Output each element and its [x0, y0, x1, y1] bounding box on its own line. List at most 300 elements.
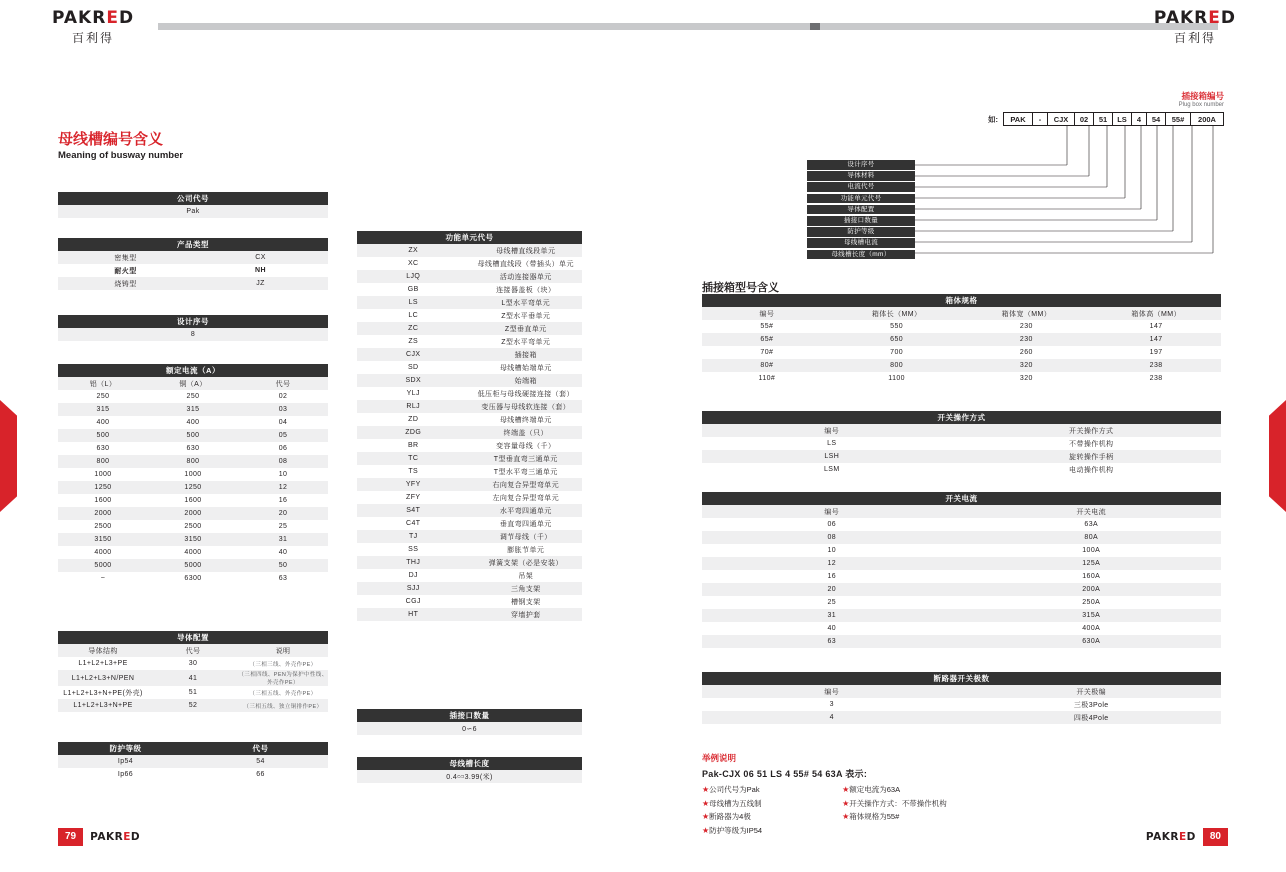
- page-subtitle-en: Meaning of busway number: [58, 150, 184, 161]
- table-header: 母线槽长度: [357, 757, 582, 770]
- table-row: [702, 320, 1221, 333]
- table-cell: LS: [702, 437, 962, 450]
- table-row: [58, 533, 328, 546]
- table-row: [357, 335, 582, 348]
- table-cell: 160A: [962, 570, 1222, 583]
- table-row: [357, 608, 582, 621]
- table-cell: 槽钢支架: [470, 595, 583, 608]
- table-cell: 41: [148, 670, 238, 686]
- table-row: [357, 361, 582, 374]
- table-cell: 65#: [702, 333, 832, 346]
- table-row: [702, 583, 1221, 596]
- code-cell-10: 200A: [1190, 112, 1224, 126]
- table-row: [58, 546, 328, 559]
- code-cell-0: 如:: [982, 112, 1004, 126]
- table-row: [58, 390, 328, 403]
- column-header: 编号: [702, 424, 962, 437]
- table-cell: L型水平弯单元: [470, 296, 583, 309]
- table-cell: 2000: [58, 507, 148, 520]
- table-cell: 20: [702, 583, 962, 596]
- table-cell: 40: [238, 546, 328, 559]
- example-bullet: ★开关操作方式：不带操作机构: [842, 798, 947, 808]
- table-cell: 母线槽始端单元: [470, 361, 583, 374]
- code-cell-9: 55#: [1165, 112, 1191, 126]
- table-cell: 63A: [962, 518, 1222, 531]
- table-row: [357, 257, 582, 270]
- table-cell: C4T: [357, 517, 470, 530]
- table-row: [58, 755, 328, 768]
- table-header: 开关操作方式: [702, 411, 1221, 424]
- code-cell-7: 4: [1131, 112, 1147, 126]
- plugbox-label-en: Plug box number: [1178, 102, 1224, 108]
- table-header: 开关电流: [702, 492, 1221, 505]
- table-row: [702, 698, 1221, 711]
- plugbox-label-cn: 插接箱编号: [1181, 91, 1224, 101]
- table-cell: NH: [193, 264, 328, 277]
- table-cell: T型垂直弯三通单元: [470, 452, 583, 465]
- table-cell: 147: [1091, 333, 1221, 346]
- table-cell: 320: [962, 359, 1092, 372]
- table-cell: 230: [962, 320, 1092, 333]
- table-row: [357, 296, 582, 309]
- table-cell: 250A: [962, 596, 1222, 609]
- table-cell: LC: [357, 309, 470, 322]
- table-cell: 插接箱: [470, 348, 583, 361]
- table-cell: TS: [357, 465, 470, 478]
- code-cell-4: 02: [1074, 112, 1094, 126]
- table-cell: 3150: [58, 533, 148, 546]
- table-cell: 400A: [962, 622, 1222, 635]
- column-header: 箱体宽（MM）: [962, 307, 1092, 320]
- table-cell: 4000: [58, 546, 148, 559]
- table-cell: 800: [58, 455, 148, 468]
- table-cell: 315A: [962, 609, 1222, 622]
- star-icon: ★: [842, 798, 850, 808]
- table-cell: 110#: [702, 372, 832, 385]
- table-header: 产品类型: [58, 238, 328, 251]
- table-cell: 08: [238, 455, 328, 468]
- table-cell: 250: [58, 390, 148, 403]
- table-cell: 197: [1091, 346, 1221, 359]
- table-cell: 12: [238, 481, 328, 494]
- table-cell: Z型水平弯单元: [470, 335, 583, 348]
- table-cell: LSH: [702, 450, 962, 463]
- table-cell: TJ: [357, 530, 470, 543]
- table-cell: （三相三线、外壳作PE）: [238, 657, 328, 670]
- table-cell: 400: [148, 416, 238, 429]
- table-cell: BR: [357, 439, 470, 452]
- table-cell: 6300: [148, 572, 238, 585]
- code-cell-1: PAK: [1003, 112, 1033, 126]
- column-header: 铝（L）: [58, 377, 148, 390]
- table-header: 防护等级: [58, 742, 193, 755]
- table-cell: 4000: [148, 546, 238, 559]
- table-row: [702, 450, 1221, 463]
- table-row: [58, 657, 328, 670]
- table-cell: 40: [702, 622, 962, 635]
- table-product-type: [58, 238, 328, 290]
- table-cell: 25: [238, 520, 328, 533]
- table-cell: （三相五线、独立铜排作PE）: [238, 699, 328, 712]
- table-cell: 1600: [148, 494, 238, 507]
- legend-item-0: 设计序号: [807, 160, 915, 170]
- example-bullet: ★箱体规格为55#: [842, 812, 900, 821]
- table-cell: ZD: [357, 413, 470, 426]
- column-header: 开关电流: [962, 505, 1222, 518]
- table-cell: 1000: [58, 468, 148, 481]
- code-cell-8: 54: [1146, 112, 1166, 126]
- example-bullet: ★公司代号为Pak: [702, 785, 760, 794]
- table-cell: 膨胀节单元: [470, 543, 583, 556]
- table-cell: SDX: [357, 374, 470, 387]
- table-row: [357, 413, 582, 426]
- table-cell: ZFY: [357, 491, 470, 504]
- table-header: 插接口数量: [357, 709, 582, 722]
- table-row: [357, 452, 582, 465]
- table-switch-current: [702, 492, 1221, 648]
- table-cell: 25: [702, 596, 962, 609]
- table-row: [58, 572, 328, 585]
- table-cell: 700: [832, 346, 962, 359]
- table-row: [702, 544, 1221, 557]
- table-cell: THJ: [357, 556, 470, 569]
- star-icon: ★: [702, 798, 710, 808]
- code-cell-5: 51: [1093, 112, 1113, 126]
- table-row: [58, 699, 328, 712]
- table-cell: 1600: [58, 494, 148, 507]
- example-title: 举例说明: [702, 753, 737, 763]
- table-cell: ZS: [357, 335, 470, 348]
- table-cell: 三极3Pole: [962, 698, 1222, 711]
- table-cell: 238: [1091, 372, 1221, 385]
- table-cell: 1250: [58, 481, 148, 494]
- table-row: [58, 442, 328, 455]
- table-cell: 51: [148, 686, 238, 699]
- table-cell: 630A: [962, 635, 1222, 648]
- table-row: [357, 491, 582, 504]
- table-cell: 终端盖（只）: [470, 426, 583, 439]
- logo-chinese-name: 百利得: [72, 31, 115, 45]
- column-header: 代号: [148, 644, 238, 657]
- table-cell: 调节母线（千）: [470, 530, 583, 543]
- table-row: [702, 372, 1221, 385]
- table-row: [58, 520, 328, 533]
- legend-item-8: 母线槽长度（mm）: [807, 250, 915, 260]
- column-header: 说明: [238, 644, 328, 657]
- table-row: [357, 543, 582, 556]
- table-row: [357, 348, 582, 361]
- table-cell: 550: [832, 320, 962, 333]
- table-cell: 3150: [148, 533, 238, 546]
- table-cell: 52: [148, 699, 238, 712]
- table-row: [702, 622, 1221, 635]
- table-cell: 30: [148, 657, 238, 670]
- footer-left: [58, 828, 147, 846]
- side-tab-right: [1269, 400, 1286, 512]
- logo-wordmark: PAKRED: [52, 8, 135, 28]
- page-header: [0, 0, 1286, 56]
- table-cell: L1+L2+L3+N+PE: [58, 699, 148, 712]
- table-cell: 63: [238, 572, 328, 585]
- example-bullet-list: [702, 783, 1202, 837]
- table-cell: SS: [357, 543, 470, 556]
- column-header: 开关操作方式: [962, 424, 1222, 437]
- table-cell: 吊架: [470, 569, 583, 582]
- table-cell: 0.4∽3.99(米): [357, 770, 582, 783]
- table-cell: 母线槽直线段（带插头）单元: [470, 257, 583, 270]
- code-cell-6: LS: [1112, 112, 1132, 126]
- table-cell: 三角支架: [470, 582, 583, 595]
- example-bullet: ★母线槽为五线制: [702, 798, 762, 808]
- table-company-code: [58, 192, 328, 218]
- column-header: 开关极编: [962, 685, 1222, 698]
- table-row: [702, 635, 1221, 648]
- table-cell: 12: [702, 557, 962, 570]
- table-cell: 1000: [148, 468, 238, 481]
- table-row: [357, 582, 582, 595]
- footer-logo-right: PAKRED: [1145, 831, 1196, 843]
- table-cell: 母线槽终端单元: [470, 413, 583, 426]
- table-cell: YLJ: [357, 387, 470, 400]
- table-row: [357, 478, 582, 491]
- table-cell: Z型垂直单元: [470, 322, 583, 335]
- table-cell: S4T: [357, 504, 470, 517]
- table-row: [357, 387, 582, 400]
- table-cell: CX: [193, 251, 328, 264]
- table-row: [58, 494, 328, 507]
- table-cell: 始端箱: [470, 374, 583, 387]
- table-row: [702, 609, 1221, 622]
- table-cell: 旋转操作手柄: [962, 450, 1222, 463]
- table-cell: 5000: [148, 559, 238, 572]
- table-cell: 125A: [962, 557, 1222, 570]
- table-cell: 650: [832, 333, 962, 346]
- table-cell: 电动操作机构: [962, 463, 1222, 476]
- table-cell: 08: [702, 531, 962, 544]
- logo-top-left: [52, 8, 134, 46]
- legend-item-6: 防护等级: [807, 227, 915, 237]
- table-row: [357, 322, 582, 335]
- code-cell-3: CJX: [1047, 112, 1075, 126]
- footer-right: [1139, 828, 1228, 846]
- table-cell: 54: [193, 755, 328, 768]
- column-header: 导体结构: [58, 644, 148, 657]
- table-cell: ZDG: [357, 426, 470, 439]
- table-cell: 630: [58, 442, 148, 455]
- table-header: 公司代号: [58, 192, 328, 205]
- legend-item-5: 插接口数量: [807, 216, 915, 226]
- table-cell: 20: [238, 507, 328, 520]
- table-cell: 密集型: [58, 251, 193, 264]
- table-cell: 55#: [702, 320, 832, 333]
- table-column-header-row: [58, 377, 328, 390]
- table-row: [357, 283, 582, 296]
- table-cell: JZ: [193, 277, 328, 290]
- table-row: [58, 768, 328, 781]
- table-header: 功能单元代号: [357, 231, 582, 244]
- header-divider-bar: [158, 23, 1218, 30]
- table-cell: L1+L2+L3+N/PEN: [58, 670, 148, 686]
- table-cell: 1250: [148, 481, 238, 494]
- table-cell: 05: [238, 429, 328, 442]
- table-row: [58, 507, 328, 520]
- table-box-spec: [702, 294, 1221, 385]
- table-column-header-row: [58, 644, 328, 657]
- legend-item-1: 导体材料: [807, 171, 915, 181]
- table-cell: 烧铸型: [58, 277, 193, 290]
- legend-item-2: 电流代号: [807, 182, 915, 192]
- table-cell: 250: [148, 390, 238, 403]
- legend-item-7: 母线槽电流: [807, 238, 915, 248]
- example-bullets-column-2: [842, 783, 1082, 824]
- code-cell-2: -: [1032, 112, 1048, 126]
- example-bullet: ★额定电流为63A: [842, 785, 901, 794]
- table-cell: 母线槽直线段单元: [470, 244, 583, 257]
- table-cell: 230: [962, 333, 1092, 346]
- table-row: [357, 374, 582, 387]
- side-tab-left: [0, 400, 17, 512]
- table-cell: 80#: [702, 359, 832, 372]
- table-cell: Ip66: [58, 768, 193, 781]
- column-header: 编号: [702, 505, 962, 518]
- table-column-header-row: [702, 424, 1221, 437]
- table-cell: T型水平弯三通单元: [470, 465, 583, 478]
- table-cell: 63: [702, 635, 962, 648]
- table-row: [357, 465, 582, 478]
- table-cell: 04: [238, 416, 328, 429]
- table-cell: GB: [357, 283, 470, 296]
- table-cell: 06: [238, 442, 328, 455]
- table-header: 代号: [193, 742, 328, 755]
- table-row: [702, 518, 1221, 531]
- table-cell: 50: [238, 559, 328, 572]
- table-row: [702, 359, 1221, 372]
- page-title: 母线槽编号含义: [58, 131, 164, 148]
- example-code: Pak-CJX 06 51 LS 4 55# 54 63A 表示:: [702, 769, 868, 779]
- table-cell: 100A: [962, 544, 1222, 557]
- table-cell: 穿墙护套: [470, 608, 583, 621]
- table-row: [702, 570, 1221, 583]
- table-cell: 低压柜与母线硬接连接（套）: [470, 387, 583, 400]
- table-cell: （三相四线、PEN为保护中性线、外壳作PE）: [238, 672, 328, 686]
- table-row: [702, 531, 1221, 544]
- table-cell: LJQ: [357, 270, 470, 283]
- table-cell: 四极4Pole: [962, 711, 1222, 724]
- table-cell: 800: [832, 359, 962, 372]
- table-row: [58, 686, 328, 699]
- table-cell: 800: [148, 455, 238, 468]
- table-cell: 左向复合异型弯单元: [470, 491, 583, 504]
- page-number-right: 80: [1203, 828, 1228, 846]
- table-cell: 630: [148, 442, 238, 455]
- table-cell: 238: [1091, 359, 1221, 372]
- table-row: [702, 557, 1221, 570]
- table-cell: 垂直弯四通单元: [470, 517, 583, 530]
- table-row: [58, 670, 328, 686]
- table-column-header-row: [702, 685, 1221, 698]
- table-header: 断路器开关极数: [702, 672, 1221, 685]
- star-icon: ★: [702, 785, 710, 794]
- table-cell: CGJ: [357, 595, 470, 608]
- table-cell: CJX: [357, 348, 470, 361]
- table-cell: 2500: [58, 520, 148, 533]
- table-row: [702, 463, 1221, 476]
- table-cell: 66: [193, 768, 328, 781]
- table-cell: L1+L2+L3+PE: [58, 657, 148, 670]
- column-header: 箱体长（MM）: [832, 307, 962, 320]
- table-row: [702, 711, 1221, 724]
- legend-item-3: 功能单元代号: [807, 194, 915, 204]
- table-cell: 31: [702, 609, 962, 622]
- table-row: [702, 346, 1221, 359]
- table-cell: Ip54: [58, 755, 193, 768]
- table-column-header-row: [702, 307, 1221, 320]
- table-cell: 147: [1091, 320, 1221, 333]
- header-divider-accent: [810, 23, 820, 30]
- column-header: 箱体高（MM）: [1091, 307, 1221, 320]
- table-cell: 弹簧支架（必是安装）: [470, 556, 583, 569]
- table-cell: TC: [357, 452, 470, 465]
- table-cell: 10: [702, 544, 962, 557]
- table-busway-length: [357, 757, 582, 783]
- table-row: [58, 416, 328, 429]
- table-cell: 500: [148, 429, 238, 442]
- table-row: [58, 429, 328, 442]
- table-cell: 500: [58, 429, 148, 442]
- table-row: [702, 596, 1221, 609]
- table-cell: 活动连接器单元: [470, 270, 583, 283]
- table-row: [357, 426, 582, 439]
- table-cell: 1100: [832, 372, 962, 385]
- table-cell: 4: [702, 711, 962, 724]
- table-row: [357, 439, 582, 452]
- table-cell: XC: [357, 257, 470, 270]
- table-cell: 连接器盖板（块）: [470, 283, 583, 296]
- table-cell: 16: [702, 570, 962, 583]
- table-cell: SJJ: [357, 582, 470, 595]
- table-row: [58, 468, 328, 481]
- table-row: [357, 400, 582, 413]
- table-cell: 260: [962, 346, 1092, 359]
- table-cell: L1+L2+L3+N+PE(外壳): [58, 686, 148, 699]
- table-row: [58, 481, 328, 494]
- table-header: 设计序号: [58, 315, 328, 328]
- page-number-left: 79: [58, 828, 83, 846]
- table-cell: 变容量母线（千）: [470, 439, 583, 452]
- table-conductor-config: [58, 631, 328, 712]
- table-cell: 变压器与母线软连接（套）: [470, 400, 583, 413]
- table-cell: 02: [238, 390, 328, 403]
- table-row: [357, 309, 582, 322]
- table-column-header-row: [702, 505, 1221, 518]
- table-cell: SD: [357, 361, 470, 374]
- table-cell: 31: [238, 533, 328, 546]
- table-row: [702, 333, 1221, 346]
- table-cell: 耐火型: [58, 264, 193, 277]
- table-row: [58, 559, 328, 572]
- table-cell: ZX: [357, 244, 470, 257]
- star-icon: ★: [702, 812, 710, 821]
- table-cell: 8: [58, 328, 328, 341]
- table-cell: Z型水平垂单元: [470, 309, 583, 322]
- table-cell: 400: [58, 416, 148, 429]
- code-leader-lines: [700, 104, 1230, 274]
- table-cell: 315: [58, 403, 148, 416]
- section-title-plugbox: 插接箱型号含义: [702, 282, 779, 294]
- logo-wordmark: PAKRED: [1153, 8, 1236, 28]
- table-cell: 320: [962, 372, 1092, 385]
- table-cell: 80A: [962, 531, 1222, 544]
